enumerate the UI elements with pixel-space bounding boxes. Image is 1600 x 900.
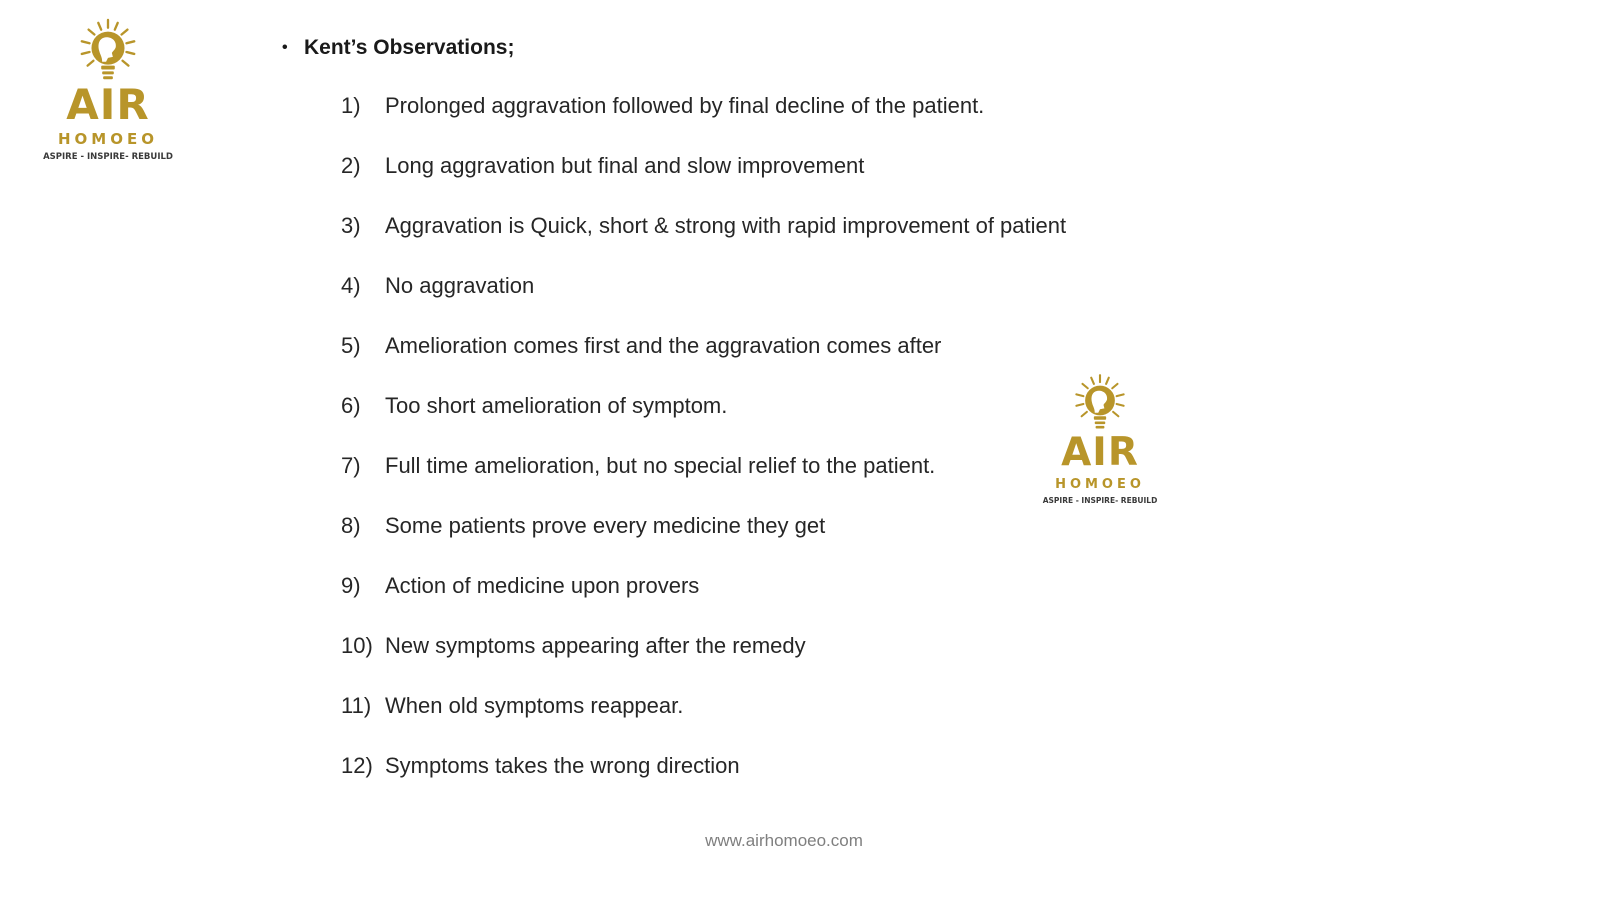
list-item bbox=[341, 273, 1066, 333]
slide-heading bbox=[282, 36, 514, 60]
list-item-text: Prolonged aggravation followed by final decline of the patient. bbox=[385, 93, 985, 118]
list-item-number: 12) bbox=[341, 753, 373, 778]
heading-bullet: • bbox=[282, 39, 288, 56]
logo-wordmark: AIR bbox=[66, 80, 150, 129]
list-item bbox=[341, 333, 1066, 393]
list-item bbox=[341, 753, 1066, 813]
list-item bbox=[341, 693, 1066, 753]
list-item bbox=[341, 153, 1066, 213]
list-item-number: 7) bbox=[341, 453, 361, 478]
logo-tagline: ASPIRE - INSPIRE- REBUILD bbox=[1042, 496, 1158, 505]
logo-subtitle: HOMOEO bbox=[1055, 477, 1145, 492]
list-item-text: Amelioration comes first and the aggravation comes after bbox=[385, 333, 942, 358]
list-item-number: 2) bbox=[341, 153, 361, 178]
list-item-number: 6) bbox=[341, 393, 361, 418]
list-item-number: 4) bbox=[341, 273, 361, 298]
list-item-text: Symptoms takes the wrong direction bbox=[385, 753, 740, 778]
list-item-number: 3) bbox=[341, 213, 361, 238]
list-item-text: Action of medicine upon provers bbox=[385, 573, 700, 598]
logo-tagline: ASPIRE - INSPIRE- REBUILD bbox=[43, 152, 173, 162]
list-item-number: 8) bbox=[341, 513, 361, 538]
lightbulb-head-icon bbox=[69, 18, 147, 86]
list-item-text: Full time amelioration, but no special relief to the patient. bbox=[385, 453, 936, 478]
list-item bbox=[341, 93, 1066, 153]
heading-text: Kent’s Observations; bbox=[304, 36, 515, 59]
logo-wordmark: AIR bbox=[1061, 430, 1139, 475]
air-homoeo-logo bbox=[43, 18, 173, 162]
air-homoeo-logo-watermark bbox=[1042, 373, 1158, 505]
list-item bbox=[341, 633, 1066, 693]
list-item-text: Some patients prove every medicine they get bbox=[385, 513, 826, 538]
list-item-text: When old symptoms reappear. bbox=[385, 693, 684, 718]
list-item bbox=[341, 513, 1066, 573]
list-item-number: 9) bbox=[341, 573, 361, 598]
list-item-text: New symptoms appearing after the remedy bbox=[385, 633, 806, 658]
logo-subtitle: HOMOEO bbox=[58, 130, 158, 148]
list-item-number: 5) bbox=[341, 333, 361, 358]
footer-url: www.airhomoeo.com bbox=[705, 831, 863, 850]
list-item-number: 11) bbox=[341, 693, 372, 718]
lightbulb-head-icon bbox=[1065, 373, 1135, 435]
list-item-text: No aggravation bbox=[385, 273, 535, 298]
list-item-text: Long aggravation but final and slow improvement bbox=[385, 153, 865, 178]
list-item bbox=[341, 453, 1066, 513]
list-item bbox=[341, 573, 1066, 633]
list-item-text: Aggravation is Quick, short & strong with rapid improvement of patient bbox=[385, 213, 1067, 238]
list-item-text: Too short amelioration of symptom. bbox=[385, 393, 728, 418]
list-item-number: 10) bbox=[341, 633, 373, 658]
observations-list bbox=[341, 93, 1066, 813]
list-item bbox=[341, 213, 1066, 273]
list-item-number: 1) bbox=[341, 93, 361, 118]
list-item bbox=[341, 393, 1066, 453]
